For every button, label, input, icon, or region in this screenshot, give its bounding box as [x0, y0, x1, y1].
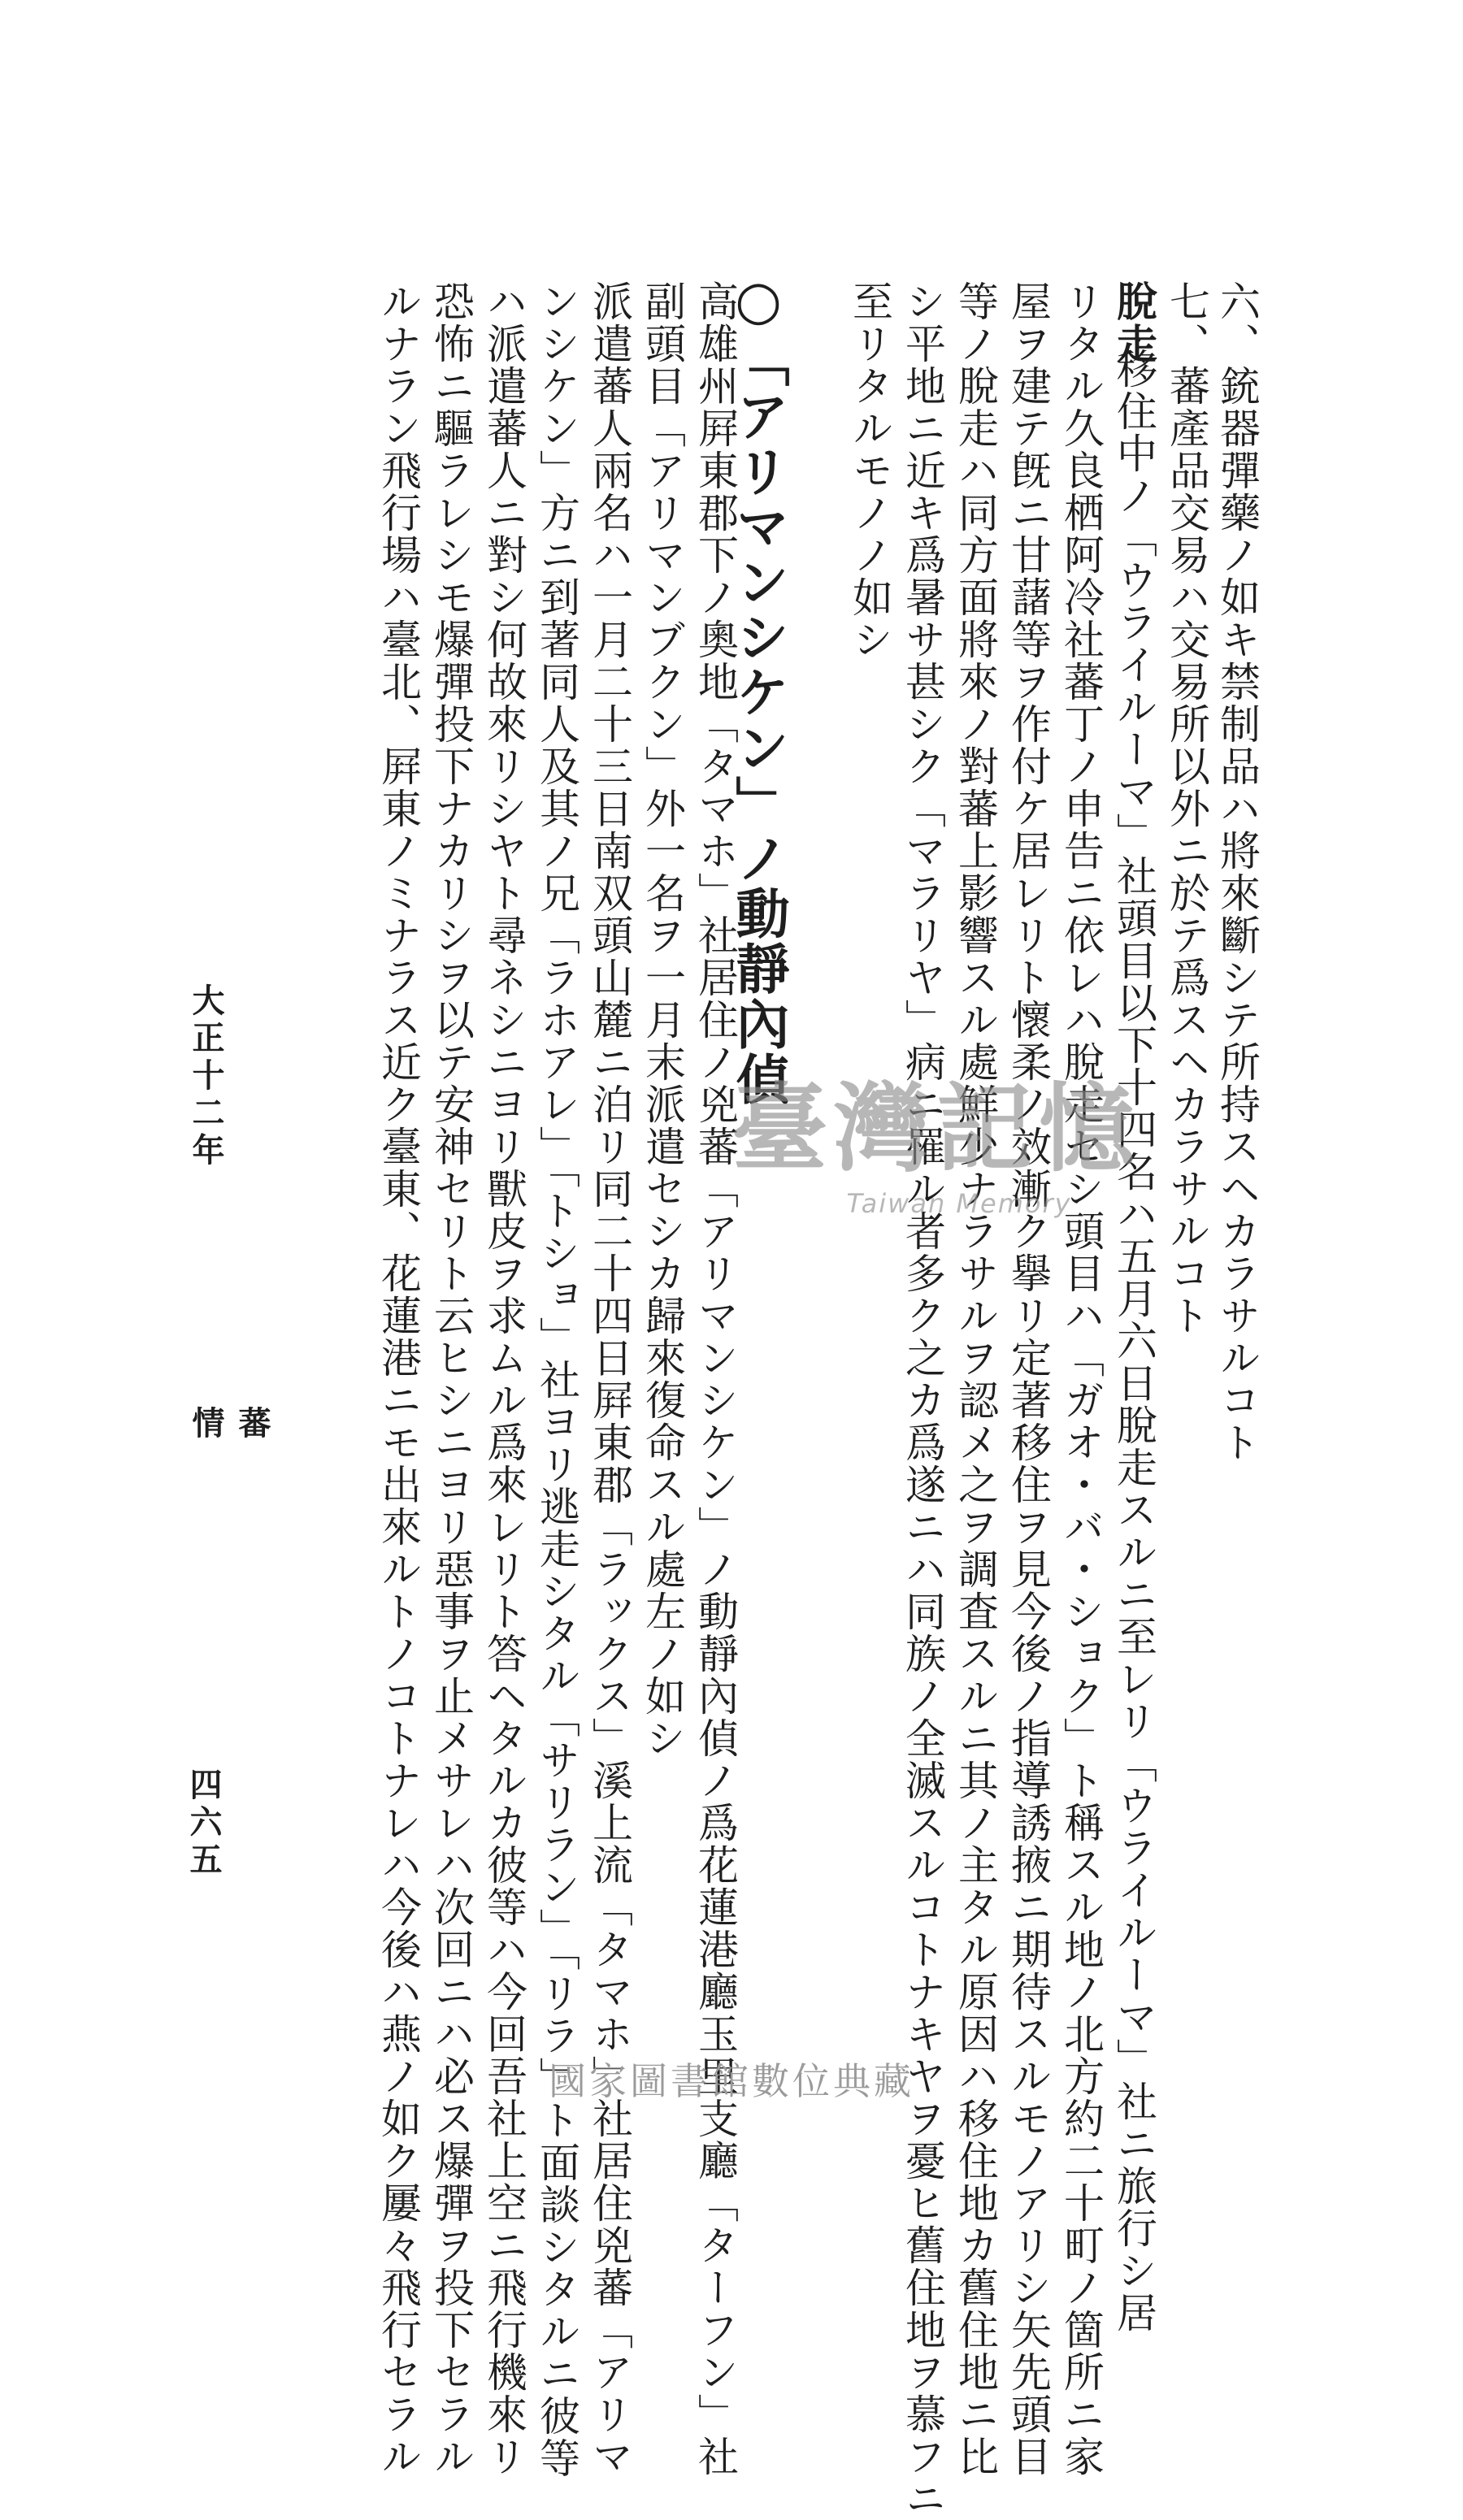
footer-era: 大正十二年: [187, 983, 225, 1170]
watermark-title: 臺灣記憶: [732, 1072, 1142, 1185]
item-six: 六、銃器彈藥ノ如キ禁制品ハ將來斷シテ所持スヘカラサルコト: [1213, 280, 1261, 1464]
article-line-1: 高雄州屛東郡下ノ奧地「タマホ」社居住ノ兇蕃「アリマンシケン」ノ動靜內偵ノ爲花蓮港廳玉里支廳「ターフン」社: [692, 280, 739, 2478]
escape-line-6: 至リタルモノノ如シ: [846, 280, 893, 661]
taiwan-memory-watermark: [732, 1072, 1187, 1251]
article-line-2: 副頭目「アリマンブクン」外一名ヲ一月末派遣セシカ歸來復命スル處左ノ如シ: [639, 280, 686, 1759]
escape-line-2: リタル久良栖阿冷社蕃丁ノ申告ニ依レハ脫走セシ頭目ハ「ガオ・バ・ショク」ト稱スル地ノ北方約二十町ノ箇所ニ家: [1057, 280, 1105, 2478]
article-line-5: ハ派遣蕃人ニ對シ何故來リシヤト尋ネシニヨリ獸皮ヲ求ムル爲來レリト答ヘタルカ彼等ハ今回吾社上空ニ飛行機來リ: [480, 280, 527, 2478]
escape-line-3: 屋ヲ建テ旣ニ甘藷等ヲ作付ケ居レリト懷柔ノ效漸ク擧リ定著移住ヲ見今後ノ指導誘掖ニ期待スルモノアリシ矢先頭目: [1005, 280, 1052, 2478]
escape-section-label: 脫走: [1110, 280, 1158, 365]
footer-title: 蕃情: [187, 1406, 271, 1495]
library-footer: 國家圖書館數位典藏: [549, 2059, 914, 2103]
article-line-6: 恐怖ニ驅ラレシモ爆彈投下ナカリシヲ以テ安神セリト云ヒシニヨリ惡事ヲ止メサレハ次回ニハ必ス爆彈ヲ投下セラル: [428, 280, 475, 2478]
article-line-3: 派遣蕃人兩名ハ一月二十三日南双頭山麓ニ泊リ同二十四日屛東郡「ラックス」溪上流「タマホ」社居住兇蕃「アリマ: [586, 280, 633, 2478]
escape-line-4: 等ノ脫走ハ同方面將來ノ對蕃上影響スル處鮮少ナラサルヲ認メ之ヲ調査スルニ其ノ主タル原因ハ移住地カ舊住地ニ比: [952, 280, 999, 2478]
escape-line-5: シ平地ニ近キ爲暑サ甚シク「マラリヤ」病ニ罹ル者多ク之カ爲遂ニハ同族ノ全滅スルコトナキヤヲ憂ヒ舊住地ヲ慕フニ: [899, 280, 946, 2520]
escape-line-1: 脫走 移住中ノ「ウライルーマ」社頭目以下十四名ハ五月六日脫走スルニ至レリ「ウライルーマ」社ニ旅行シ居: [1110, 280, 1158, 2334]
item-seven: 七、蕃產品交易ハ交易所以外ニ於テ爲スヘカラサルコト: [1163, 280, 1210, 1337]
article-line-4: ンシケン」方ニ到著同人及其ノ兄「ラホアレ」「トショ」社ヨリ逃走シタル「サリラン」「リラ」ト面談シタルニ彼等: [533, 280, 580, 2479]
watermark-subtitle: Taiwan Memory: [846, 1188, 1072, 1219]
article-line-7: ルナラン飛行場ハ臺北、屛東ノミナラス近ク臺東、花蓮港ニモ出來ルトノコトナレハ今後ハ燕ノ如ク屢々飛行セラル: [375, 280, 422, 2478]
page-number: 四六五: [185, 1767, 223, 1880]
article-heading: ○「アリマンシケン」ノ動靜內偵: [727, 268, 790, 1107]
